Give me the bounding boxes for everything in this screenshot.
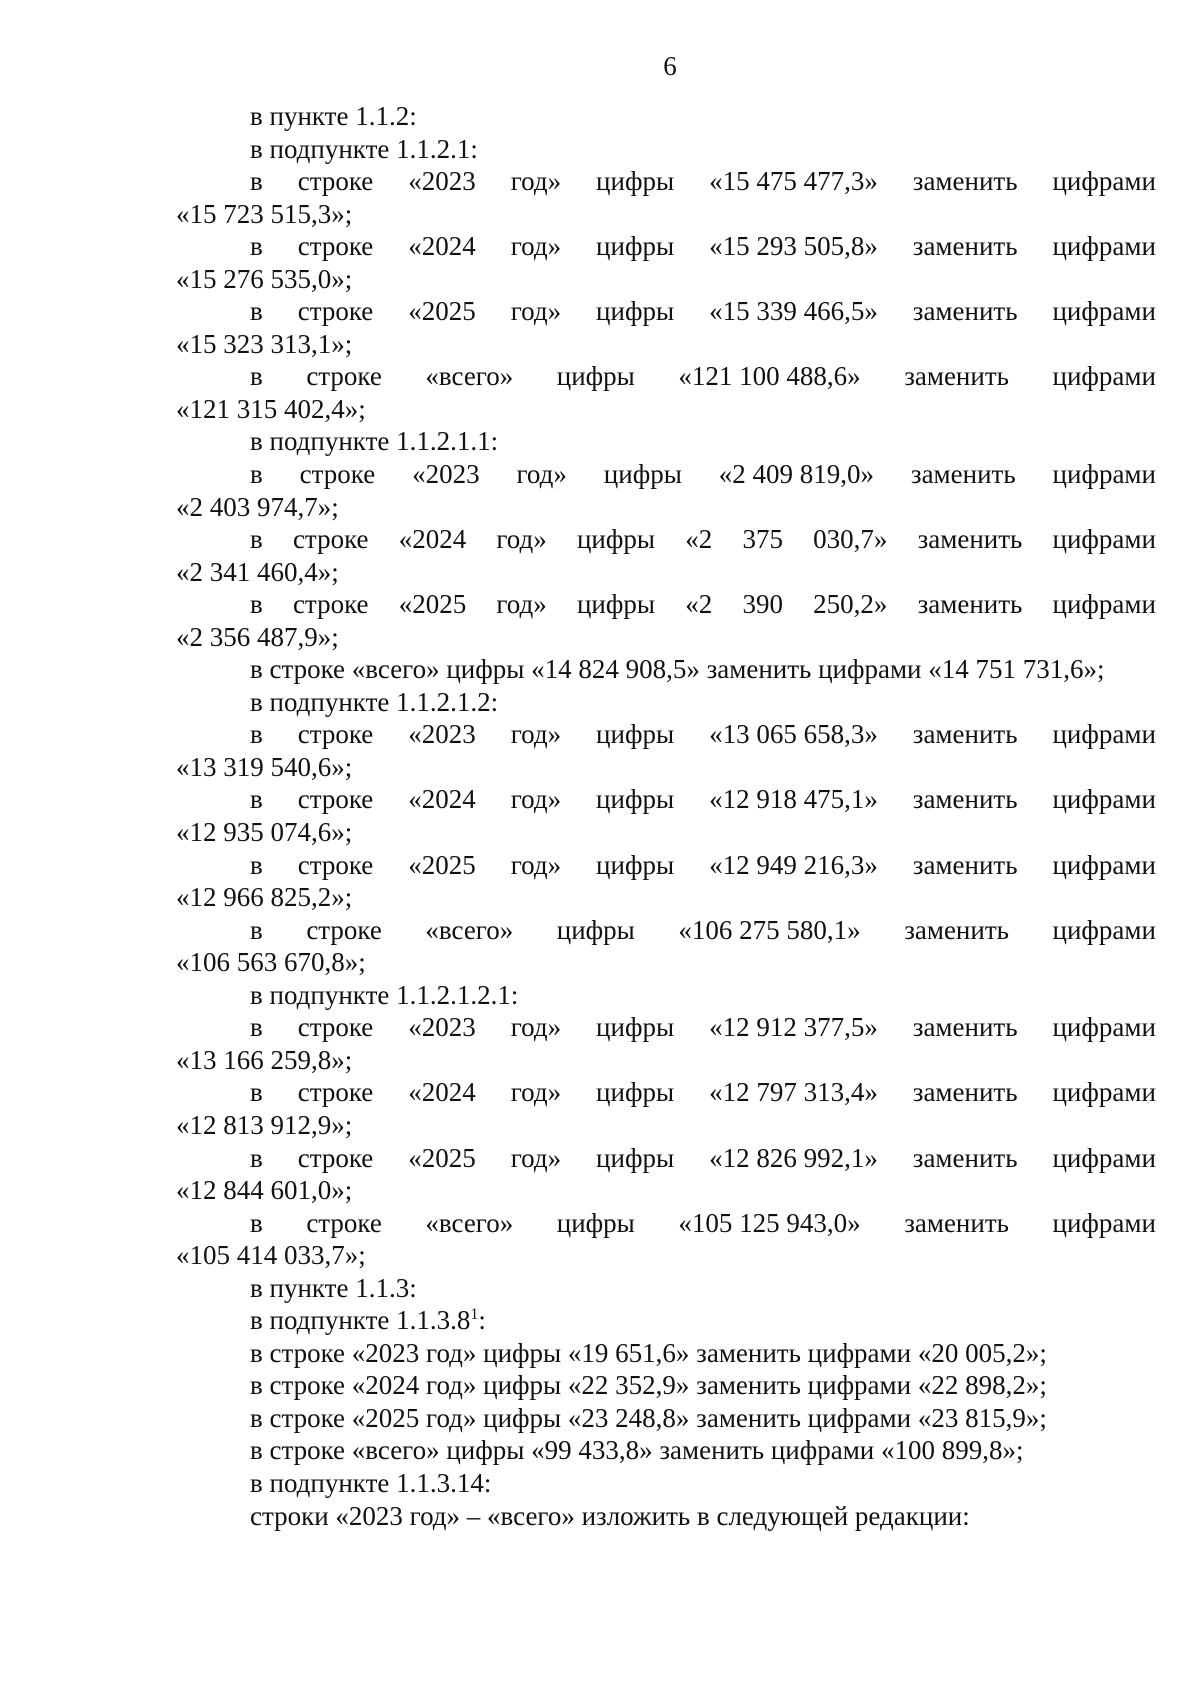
word: «2024 bbox=[408, 1077, 476, 1108]
text-line-justified bbox=[176, 718, 1156, 751]
text-line bbox=[176, 100, 1156, 133]
word: заменить bbox=[912, 296, 1018, 327]
word: цифры bbox=[576, 524, 656, 555]
line-text: в подпункте 1.1.2.1.2: bbox=[250, 686, 499, 717]
word: цифрами bbox=[1052, 1012, 1156, 1043]
word: заменить bbox=[912, 784, 1018, 815]
text-line-continuation: «12 935 074,6»; bbox=[176, 817, 353, 848]
word: «всего» bbox=[425, 1207, 514, 1238]
word: строке bbox=[297, 166, 374, 197]
text-line-continuation: «106 563 670,8»; bbox=[176, 947, 366, 978]
word: год» bbox=[496, 589, 547, 620]
text-line-justified bbox=[176, 1011, 1156, 1044]
word: строке bbox=[297, 1012, 374, 1043]
word: в bbox=[250, 1207, 263, 1238]
line-text: в пункте 1.1.3: bbox=[250, 1272, 417, 1303]
text-line bbox=[176, 133, 1156, 166]
word: «2024 bbox=[408, 231, 476, 262]
text-line-continuation: «2 356 487,9»; bbox=[176, 621, 339, 652]
word: заменить bbox=[912, 1142, 1018, 1173]
text-line-justified bbox=[176, 783, 1156, 816]
word: «2023 bbox=[408, 1012, 476, 1043]
word: в bbox=[250, 784, 263, 815]
word: в bbox=[250, 589, 263, 620]
word: «всего» bbox=[425, 914, 514, 945]
text-line-justified bbox=[176, 914, 1156, 947]
word: цифры bbox=[556, 914, 635, 945]
text-line-justified bbox=[176, 230, 1156, 263]
text-line-continuation: «105 414 033,7»; bbox=[176, 1240, 366, 1271]
page-number: 6 bbox=[663, 51, 677, 81]
word: в bbox=[250, 166, 263, 197]
word: 250,2» bbox=[813, 589, 888, 620]
word: год» bbox=[510, 1142, 562, 1173]
word: цифрами bbox=[1052, 719, 1156, 750]
word: цифры bbox=[596, 231, 675, 262]
word: цифрами bbox=[1052, 1077, 1156, 1108]
text-line-justified bbox=[176, 588, 1156, 621]
word: «12 797 313,4» bbox=[709, 1077, 878, 1108]
text-line-justified bbox=[176, 360, 1156, 393]
text-line bbox=[176, 1337, 1156, 1370]
text-line-continuation: «13 166 259,8»; bbox=[176, 1044, 353, 1075]
word: цифры bbox=[596, 719, 675, 750]
word: в bbox=[250, 231, 263, 262]
text-line-justified bbox=[176, 295, 1156, 328]
line-text: в строке «2025 год» цифры «23 248,8» заменить цифрами «23 815,9»; bbox=[250, 1402, 1047, 1433]
word: в bbox=[250, 361, 263, 392]
word: цифры bbox=[596, 1077, 675, 1108]
word: «2023 bbox=[408, 166, 476, 197]
text-line-continuation: «12 966 825,2»; bbox=[176, 882, 353, 913]
text-line-continuation: «121 315 402,4»; bbox=[176, 393, 366, 424]
word: строке bbox=[297, 784, 374, 815]
word: строке bbox=[297, 849, 374, 880]
line-text: в строке «всего» цифры «14 824 908,5» заменить цифрами «14 751 731,6»; bbox=[250, 654, 1105, 685]
word: в bbox=[250, 914, 263, 945]
word: цифры bbox=[596, 849, 675, 880]
word: «2 409 819,0» bbox=[718, 459, 874, 490]
word: цифры bbox=[556, 1207, 635, 1238]
word: цифрами bbox=[1052, 166, 1156, 197]
word: строке bbox=[297, 1077, 374, 1108]
word: в bbox=[250, 1012, 263, 1043]
word: заменить bbox=[912, 1012, 1018, 1043]
word: год» bbox=[510, 1077, 562, 1108]
word: цифрами bbox=[1052, 914, 1156, 945]
text-line bbox=[176, 1434, 1156, 1467]
text-line bbox=[176, 1272, 1156, 1305]
word: год» bbox=[510, 296, 562, 327]
word: 030,7» bbox=[813, 524, 888, 555]
word: строке bbox=[297, 719, 374, 750]
word: цифрами bbox=[1052, 231, 1156, 262]
word: строке bbox=[306, 914, 382, 945]
word: «2024 bbox=[408, 784, 476, 815]
word: цифрами bbox=[1052, 589, 1156, 620]
word: строке bbox=[297, 231, 374, 262]
text-line-continuation: «2 341 460,4»; bbox=[176, 556, 339, 587]
word: год» bbox=[510, 231, 562, 262]
word: «2023 bbox=[408, 719, 476, 750]
word: цифры bbox=[576, 589, 656, 620]
word: заменить bbox=[912, 1077, 1018, 1108]
line-text-suffix: : bbox=[478, 1305, 486, 1336]
word: в bbox=[250, 524, 263, 555]
word: «12 949 216,3» bbox=[709, 849, 878, 880]
superscript: 1 bbox=[470, 1306, 479, 1324]
word: цифрами bbox=[1052, 524, 1156, 555]
text-line-justified bbox=[176, 458, 1156, 491]
word: «2025 bbox=[408, 296, 476, 327]
word: цифры bbox=[596, 1142, 675, 1173]
word: «12 918 475,1» bbox=[709, 784, 878, 815]
line-text: в пункте 1.1.2: bbox=[250, 101, 417, 131]
line-text: в подпункте 1.1.2.1.1: bbox=[250, 426, 499, 457]
word: заменить bbox=[917, 524, 1023, 555]
word: строке bbox=[292, 589, 369, 620]
text-line bbox=[176, 686, 1156, 719]
word: год» bbox=[510, 1012, 562, 1043]
word: заменить bbox=[917, 589, 1023, 620]
word: 375 bbox=[742, 524, 783, 555]
line-text: в подпункте 1.1.3.8 bbox=[250, 1305, 471, 1336]
word: «12 912 377,5» bbox=[709, 1012, 878, 1043]
text-line-justified bbox=[176, 849, 1156, 882]
word: в bbox=[250, 1077, 263, 1108]
word: «2024 bbox=[398, 524, 467, 555]
line-text: в подпункте 1.1.2.1: bbox=[250, 133, 478, 164]
word: год» bbox=[510, 849, 562, 880]
text-line-continuation: «12 844 601,0»; bbox=[176, 1175, 353, 1206]
word: строке bbox=[297, 1142, 374, 1173]
word: цифрами bbox=[1052, 1142, 1156, 1173]
word: цифры bbox=[596, 784, 675, 815]
text-line-continuation: «15 323 313,1»; bbox=[176, 328, 353, 359]
word: заменить bbox=[912, 719, 1018, 750]
word: год» bbox=[510, 719, 562, 750]
word: строке bbox=[299, 459, 376, 490]
word: цифрами bbox=[1052, 1207, 1156, 1238]
word: «2 bbox=[685, 589, 713, 620]
word: в bbox=[250, 1142, 263, 1173]
word: строке bbox=[297, 296, 374, 327]
word: цифры bbox=[556, 361, 635, 392]
text-line-justified bbox=[176, 1076, 1156, 1109]
text-line bbox=[176, 1369, 1156, 1402]
word: цифрами bbox=[1052, 784, 1156, 815]
line-text: в строке «всего» цифры «99 433,8» заменить цифрами «100 899,8»; bbox=[250, 1435, 1024, 1466]
word: «121 100 488,6» bbox=[678, 361, 861, 392]
text-line-continuation: «12 813 912,9»; bbox=[176, 1109, 353, 1140]
word: «15 293 505,8» bbox=[709, 231, 878, 262]
word: заменить bbox=[910, 459, 1016, 490]
word: год» bbox=[496, 524, 547, 555]
line-text: в строке «2024 год» цифры «22 352,9» заменить цифрами «22 898,2»; bbox=[250, 1370, 1047, 1401]
word: цифры bbox=[596, 1012, 675, 1043]
word: «13 065 658,3» bbox=[709, 719, 878, 750]
word: строке bbox=[306, 1207, 382, 1238]
text-line-justified bbox=[176, 523, 1156, 556]
text-line bbox=[176, 425, 1156, 458]
word: в bbox=[250, 719, 263, 750]
text-line-continuation: «15 276 535,0»; bbox=[176, 263, 353, 294]
word: заменить bbox=[904, 914, 1009, 945]
word: заменить bbox=[912, 231, 1018, 262]
word: цифры bbox=[603, 459, 682, 490]
word: «12 826 992,1» bbox=[709, 1142, 878, 1173]
text-line bbox=[176, 1467, 1156, 1500]
word: «всего» bbox=[425, 361, 514, 392]
word: цифрами bbox=[1052, 296, 1156, 327]
line-text: в подпункте 1.1.3.14: bbox=[250, 1467, 492, 1498]
word: цифрами bbox=[1052, 459, 1156, 490]
word: цифры bbox=[596, 166, 675, 197]
text-line bbox=[176, 979, 1156, 1012]
text-line bbox=[176, 1500, 1156, 1533]
word: «2025 bbox=[408, 849, 476, 880]
word: в bbox=[250, 459, 263, 490]
word: в bbox=[250, 296, 263, 327]
word: «15 475 477,3» bbox=[709, 166, 878, 197]
word: «105 125 943,0» bbox=[678, 1207, 861, 1238]
text-line bbox=[176, 1304, 1156, 1337]
text-line bbox=[176, 653, 1156, 686]
word: «2023 bbox=[412, 459, 480, 490]
line-text: в строке «2023 год» цифры «19 651,6» заменить цифрами «20 005,2»; bbox=[250, 1337, 1047, 1368]
text-line-continuation: «15 723 515,3»; bbox=[176, 198, 353, 229]
word: заменить bbox=[912, 849, 1018, 880]
word: строке bbox=[306, 361, 382, 392]
text-line-continuation: «2 403 974,7»; bbox=[176, 491, 339, 522]
word: заменить bbox=[904, 1207, 1009, 1238]
line-text: строки «2023 год» – «всего» изложить в следующей редакции: bbox=[250, 1500, 970, 1531]
word: в bbox=[250, 849, 263, 880]
word: год» bbox=[510, 784, 562, 815]
word: цифрами bbox=[1052, 849, 1156, 880]
line-text: в подпункте 1.1.2.1.2.1: bbox=[250, 979, 519, 1010]
word: «106 275 580,1» bbox=[678, 914, 861, 945]
word: год» bbox=[510, 166, 562, 197]
text-line bbox=[176, 1402, 1156, 1435]
word: «2025 bbox=[408, 1142, 476, 1173]
word: цифры bbox=[596, 296, 675, 327]
word: заменить bbox=[904, 361, 1009, 392]
text-line-justified bbox=[176, 1142, 1156, 1175]
text-line-justified bbox=[176, 165, 1156, 198]
word: цифрами bbox=[1052, 361, 1156, 392]
word: заменить bbox=[912, 166, 1018, 197]
text-line-justified bbox=[176, 1207, 1156, 1240]
word: «2 bbox=[685, 524, 713, 555]
word: «2025 bbox=[398, 589, 467, 620]
word: год» bbox=[516, 459, 567, 490]
document-body bbox=[176, 100, 1156, 1532]
word: «15 339 466,5» bbox=[709, 296, 878, 327]
text-line-continuation: «13 319 540,6»; bbox=[176, 751, 353, 782]
word: 390 bbox=[742, 589, 783, 620]
word: строке bbox=[292, 524, 369, 555]
